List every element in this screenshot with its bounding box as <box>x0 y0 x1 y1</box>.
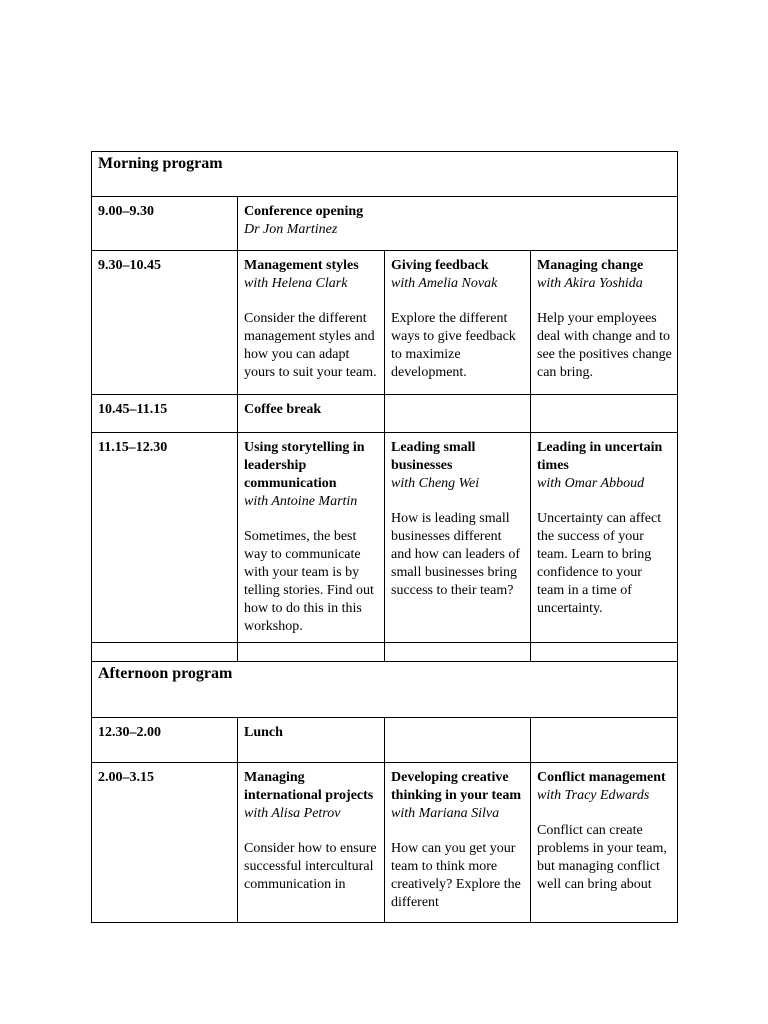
afternoon-program-row <box>92 662 678 718</box>
session-cell <box>238 197 678 251</box>
session-presenter: with Mariana Silva <box>391 806 500 821</box>
session-description: Sometimes, the best way to communicate with your team is by telling stories. Find out how to do this in this workshop. <box>244 529 374 634</box>
session-title: Conference opening <box>244 204 364 219</box>
empty-cell <box>531 643 678 662</box>
session-title: Leading in uncertain times <box>537 440 663 473</box>
session-title: Managing change <box>537 258 644 273</box>
empty-cell <box>385 643 531 662</box>
schedule-row <box>92 251 678 395</box>
session-cell <box>238 395 385 433</box>
empty-cell <box>531 718 678 763</box>
session-cell <box>238 718 385 763</box>
session-cell <box>385 433 531 643</box>
session-presenter: with Helena Clark <box>244 276 348 291</box>
empty-cell <box>92 643 238 662</box>
time-slot: 9.00–9.30 <box>92 197 238 251</box>
session-cell <box>238 433 385 643</box>
session-description: Explore the different ways to give feedback to maximize development. <box>391 311 516 380</box>
time-slot: 12.30–2.00 <box>92 718 238 763</box>
morning-program-heading: Morning program <box>92 152 678 197</box>
program-schedule-table <box>91 151 678 923</box>
session-cell <box>531 433 678 643</box>
session-description: Consider how to ensure successful intercultural communication in <box>244 841 377 892</box>
session-cell <box>385 763 531 923</box>
empty-cell <box>385 718 531 763</box>
session-title: Lunch <box>244 725 283 740</box>
session-cell <box>238 763 385 923</box>
session-description: Conflict can create problems in your team, but managing conflict well can bring about <box>537 823 667 892</box>
session-cell <box>385 251 531 395</box>
session-presenter: with Antoine Martin <box>244 494 358 509</box>
empty-cell <box>238 643 385 662</box>
session-presenter: with Amelia Novak <box>391 276 498 291</box>
session-description: Consider the different management styles and how you can adapt yours to suit your team. <box>244 311 377 380</box>
time-slot: 2.00–3.15 <box>92 763 238 923</box>
spacer-row <box>92 643 678 662</box>
session-description: How can you get your team to think more creatively? Explore the different <box>391 841 521 910</box>
empty-cell <box>531 395 678 433</box>
session-presenter: with Tracy Edwards <box>537 788 650 803</box>
session-title: Managing international projects <box>244 770 374 803</box>
schedule-row <box>92 763 678 923</box>
session-presenter: with Cheng Wei <box>391 476 480 491</box>
schedule-row <box>92 197 678 251</box>
schedule-row <box>92 433 678 643</box>
session-presenter: with Omar Abboud <box>537 476 645 491</box>
session-title: Giving feedback <box>391 258 489 273</box>
session-description: Uncertainty can affect the success of your team. Learn to bring confidence to your team in a time of uncertainty. <box>537 511 662 616</box>
time-slot: 10.45–11.15 <box>92 395 238 433</box>
empty-cell <box>385 395 531 433</box>
session-title: Coffee break <box>244 402 322 417</box>
schedule-row <box>92 395 678 433</box>
session-title: Conflict management <box>537 770 666 785</box>
time-slot: 9.30–10.45 <box>92 251 238 395</box>
session-title: Leading small businesses <box>391 440 476 473</box>
session-title: Using storytelling in leadership communication <box>244 440 365 491</box>
session-presenter: Dr Jon Martinez <box>244 222 338 237</box>
session-description: How is leading small businesses different and how can leaders of small businesses bring success to their team? <box>391 511 521 598</box>
time-slot: 11.15–12.30 <box>92 433 238 643</box>
afternoon-program-heading: Afternoon program <box>92 662 678 718</box>
session-cell <box>238 251 385 395</box>
morning-program-row <box>92 152 678 197</box>
session-cell <box>531 763 678 923</box>
session-title: Developing creative thinking in your team <box>391 770 522 803</box>
session-presenter: with Alisa Petrov <box>244 806 341 821</box>
schedule-row <box>92 718 678 763</box>
session-description: Help your employees deal with change and to see the positives change can bring. <box>537 311 672 380</box>
session-cell <box>531 251 678 395</box>
session-presenter: with Akira Yoshida <box>537 276 643 291</box>
session-title: Management styles <box>244 258 359 273</box>
